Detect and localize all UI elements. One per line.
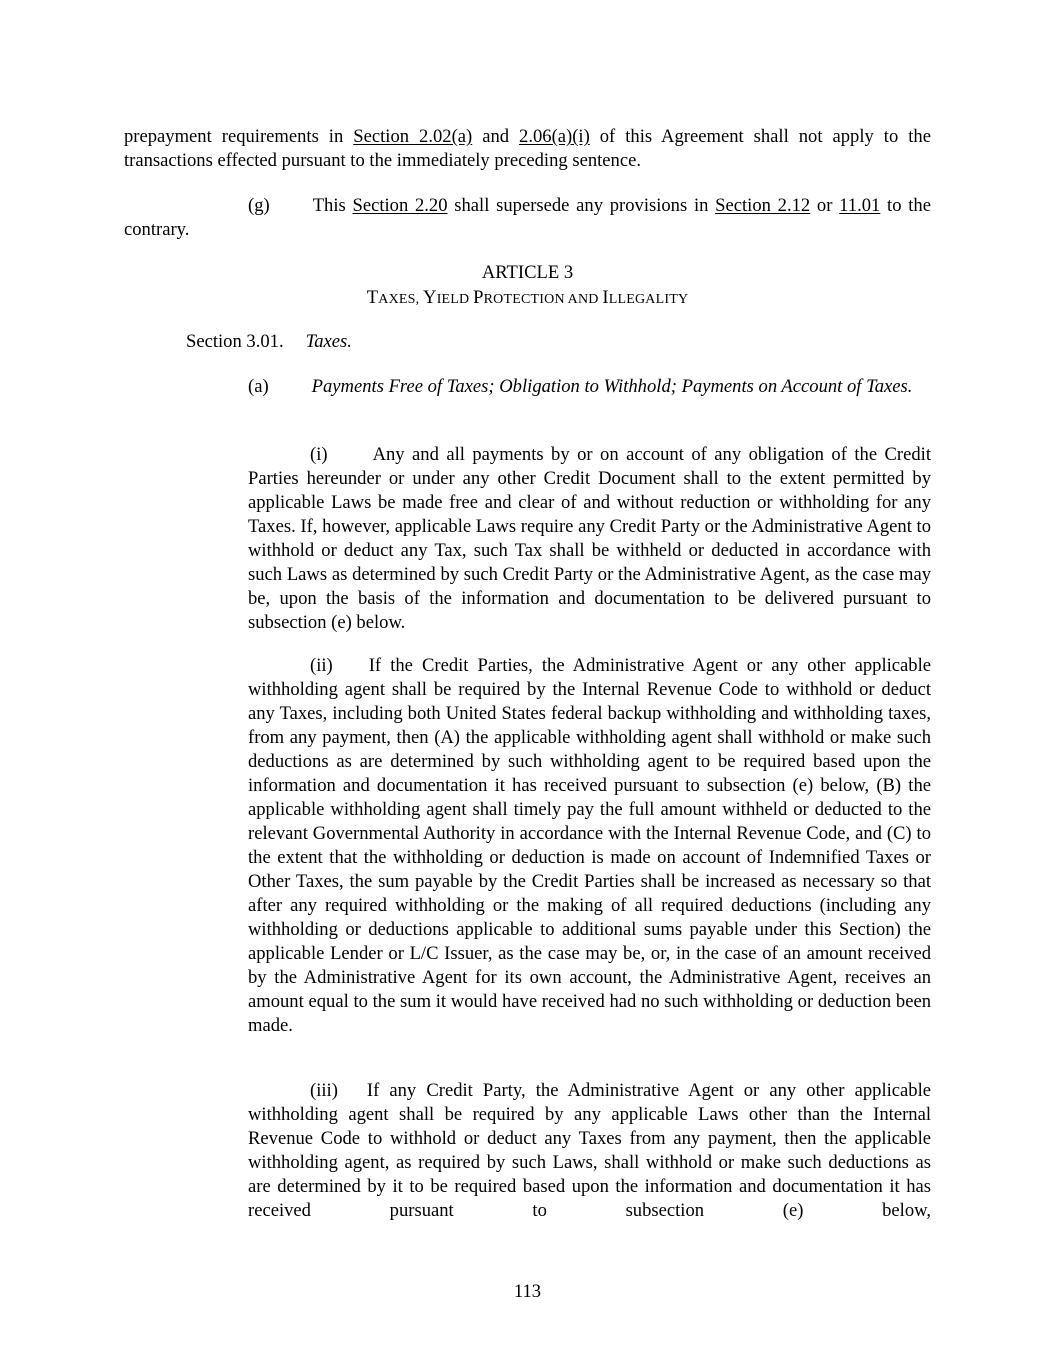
section-2-02a-reference: Section 2.02(a) — [353, 126, 473, 147]
article-number: ARTICLE 3 — [481, 262, 574, 283]
section-2-06ai-reference: 2.06(a)(i) — [519, 126, 590, 147]
paragraph-ii-text: If the Credit Parties, the Administrative Agent or any other applicable withholding agent shall be required by the Internal Revenue Code to withhold or deduct any Taxes, including both United States federal backup withholding and withholding taxes, from any payment, then (A) the applicable withholding agent shall withhold or make such deductions as are determined by such withholding agent to be required based upon the information and documentation it has received pursuant to subsection (e) below, (B) the applicable withholding agent shall timely pay the full amount withheld or deducted to the relevant Governmental Authority in accordance with the Internal Revenue Code, and (C) to the extent that the withholding or deduction is made on account of Indemnified Taxes or Other Taxes, the sum payable by the Credit Parties shall be increased as necessary so that after any required withholding or the making of all required deductions (including any withholding or deductions applicable to additional sums payable under this Section) the applicable Lender or L/C Issuer, as the case may be, or, in the case of an amount received by the Administrative Agent for its own account, the Administrative Agent, receives an amount equal to the sum it would have received had no such withholding or deduction been made. — [248, 655, 931, 1036]
paragraph-iii-label: (iii) — [310, 1080, 338, 1101]
paragraph-iii-text: If any Credit Party, the Administrative Agent or any other applicable withholding agent shall be required by any applicable Laws other than the Internal Revenue Code to withhold or deduct any Taxes from any payment, then the applicable withholding agent, as required by such Laws, shall withhold or make such deductions as are determined by it to be required based upon the information and documentation it has received pursuant to subsection (e) below, — [248, 1080, 931, 1221]
page-number: 113 — [513, 1281, 542, 1302]
paragraph-i — [248, 443, 931, 635]
section-2-20-reference: Section 2.20 — [352, 195, 448, 216]
paragraph-a-title: Payments Free of Taxes; Obligation to Withhold; Payments on Account of Taxes — [311, 376, 908, 397]
paragraph-a: (a) Payments Free of Taxes; Obligation to Withhold; Payments on Account of Taxes. — [248, 376, 913, 397]
paragraph-i-text: Any and all payments by or on account of any obligation of the Credit Parties hereunder or under any other Credit Document shall to the extent permitted by applicable Laws be made free and clear of and without reduction or withholding for any Taxes. If, however, applicable Laws require any Credit Party or the Administrative Agent to withhold or deduct any Tax, such Tax shall be withheld or deducted in accordance with such Laws as determined by such Credit Party or the Administrative Agent, as the case may be, upon the basis of the information and documentation to be delivered pursuant to subsection (e) below. — [248, 444, 931, 633]
paragraph-prepayment: prepayment requirements in Section 2.02(a) and 2.06(a)(i) of this Agreement shall not apply to the transactions effected pursuant to the immediately preceding sentence. — [124, 126, 931, 171]
paragraph-g: (g) This Section 2.20 shall supersede any provisions in Section 2.12 or 11.01 to the contrary. — [124, 195, 931, 240]
article-title: TAXES, YIELD PROTECTION AND ILLEGALITY — [366, 287, 689, 308]
section-title: Taxes — [305, 331, 348, 352]
paragraph-ii — [248, 654, 931, 1038]
paragraph-iii — [248, 1079, 931, 1223]
paragraph-ii-label: (ii) — [310, 655, 333, 676]
paragraph-i-label: (i) — [310, 444, 328, 465]
section-number: Section 3.01. — [186, 331, 284, 352]
paragraph-g-label: (g) — [248, 195, 270, 216]
section-heading: Section 3.01. Taxes. — [186, 331, 352, 352]
section-2-12-reference: Section 2.12 — [715, 195, 811, 216]
paragraph-a-label: (a) — [248, 376, 269, 397]
section-11-01-reference: 11.01 — [839, 195, 881, 216]
